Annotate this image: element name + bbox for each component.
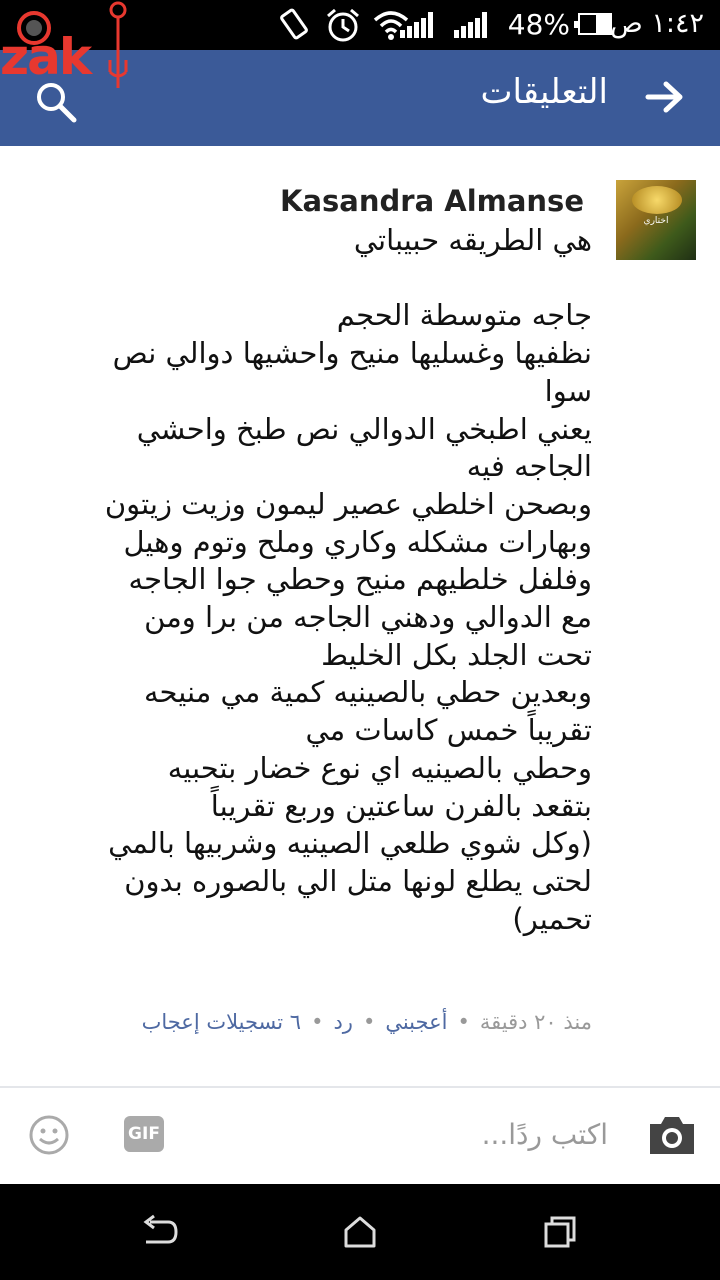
rotate-icon <box>278 8 312 42</box>
status-time: ١:٤٢ ص <box>610 8 704 39</box>
comment-line: (وكل شوي طلعي الصينيه وشربيها بالمي <box>108 826 592 861</box>
reply-composer <box>0 1088 720 1184</box>
comment-line: وبهارات مشكله وكاري وملح وتوم وهيل <box>123 524 592 559</box>
signal-icon <box>454 12 494 38</box>
comment-line: بتقعد بالفرن ساعتين وربع تقريباً <box>210 788 592 823</box>
alarm-icon <box>325 8 361 44</box>
back-nav-icon[interactable] <box>140 1214 180 1250</box>
arrow-right-icon[interactable] <box>644 76 686 118</box>
comment-body <box>32 222 592 938</box>
comment-line <box>32 260 592 298</box>
wifi-icon <box>372 8 410 42</box>
comment-line: جاجه متوسطة الحجم <box>336 298 592 333</box>
system-nav-bar <box>0 1184 720 1280</box>
comment-line: سوا <box>544 373 592 408</box>
comment-line: نظفيها وغسليها منيح واحشيها دوالي نص <box>112 336 592 371</box>
comment-line: هي الطريقه حبيباتي <box>353 223 592 257</box>
comment-author[interactable]: Kasandra Almanse <box>280 184 584 218</box>
comment-time: منذ ٢٠ دقيقة <box>479 1010 592 1034</box>
recents-nav-icon[interactable] <box>542 1214 578 1250</box>
logo-text: zak <box>0 28 91 86</box>
like-button[interactable]: أعجبني <box>385 1010 448 1034</box>
battery-percent: 48% <box>507 8 570 41</box>
comment-line: وبعدين حطي بالصينيه كمية مي منيحه <box>144 675 592 710</box>
reply-input[interactable]: اكتب ردًا... <box>481 1118 608 1151</box>
smiley-icon[interactable] <box>28 1114 70 1156</box>
reply-button[interactable]: رد <box>333 1010 353 1034</box>
watermark-logo <box>0 0 130 90</box>
gif-button[interactable]: GIF <box>124 1116 164 1152</box>
comment-line: الجاجه فيه <box>466 449 592 484</box>
battery-icon <box>578 13 612 35</box>
comment-line: مع الدوالي ودهني الجاجه من برا ومن <box>144 600 592 635</box>
comment-line: تحمير) <box>512 901 592 936</box>
comment-line: تقريباً خمس كاسات مي <box>305 713 592 748</box>
comment-line: وبصحن اخلطي عصير ليمون وزيت زيتون <box>104 486 592 521</box>
comment-meta: منذ ٢٠ دقيقة•أعجبني•رد•٦ تسجيلات إعجاب <box>141 1010 592 1034</box>
comment-line: وحطي بالصينيه اي نوع خضار بتحبيه <box>167 750 592 785</box>
comment-line: تحت الجلد بكل الخليط <box>321 637 592 672</box>
comment-line: لحتى يطلع لونها متل الي بالصوره بدون <box>124 863 592 898</box>
comment-line: يعني اطبخي الدوالي نص طبخ واحشي <box>136 411 592 446</box>
avatar[interactable]: اختاري <box>616 180 696 260</box>
camera-icon[interactable] <box>646 1114 698 1156</box>
page-title: التعليقات <box>480 72 608 112</box>
likes-count-link[interactable]: ٦ تسجيلات إعجاب <box>141 1010 302 1034</box>
comment-line: وفلفل خلطيهم منيح وحطي جوا الجاجه <box>128 562 592 597</box>
home-nav-icon[interactable] <box>342 1214 378 1250</box>
